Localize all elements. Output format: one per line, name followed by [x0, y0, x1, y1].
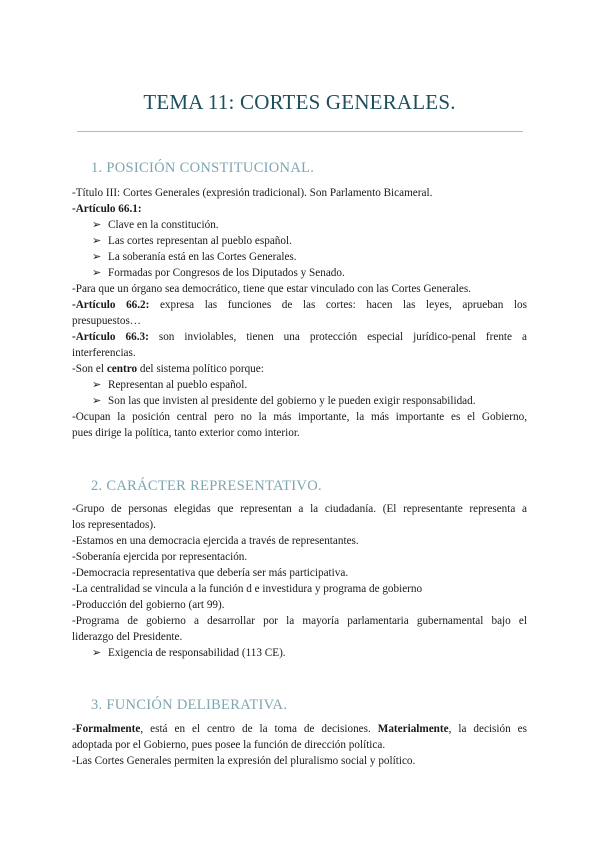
article-text: son inviolables, tienen una protección especial jurídico-penal frente a [148, 331, 527, 343]
s2-paragraph-6: -Producción del gobierno (art 99). [72, 599, 225, 611]
text: , está en el centro de la toma de decisiones. [140, 723, 378, 735]
arrow-bullet-icon: ➢ [92, 267, 102, 279]
text: del sistema político porque: [137, 363, 264, 375]
s2-paragraph-4: -Democracia representativa que debería ser más participativa. [72, 567, 349, 579]
s3-paragraph-1-line-1 [72, 722, 527, 738]
arrow-bullet-icon: ➢ [92, 379, 102, 391]
s1-article-66-2-line-2: presupuestos… [72, 315, 141, 327]
list-item-text: La soberanía está en las Cortes Generales. [108, 251, 297, 263]
s3-paragraph-2: -Las Cortes Generales permiten la expresión del pluralismo social y político. [72, 755, 416, 767]
text: -Son el [72, 363, 107, 375]
article-label: -Artículo 66.3: [72, 331, 149, 343]
s1-article-66-3-line-1 [72, 330, 527, 346]
text: , la decisión es [448, 723, 527, 735]
s2-paragraph-7-line-2: liderazgo del Presidente. [72, 631, 183, 643]
arrow-bullet-icon: ➢ [92, 219, 102, 231]
section-heading-1: 1. POSICIÓN CONSTITUCIONAL. [91, 160, 315, 176]
s1-article-66-3-line-2: interferencias. [72, 347, 136, 359]
list-item-text: Son las que invisten al presidente del gobierno y le pueden exigir responsabilidad. [108, 395, 476, 407]
article-label: -Artículo 66.1: [72, 203, 142, 215]
s1-list-item [92, 218, 219, 234]
article-label: -Artículo 66.2: [72, 299, 150, 311]
bold-text: Materialmente [377, 723, 449, 735]
arrow-bullet-icon: ➢ [92, 235, 102, 247]
s2-paragraph-7-line-1: -Programa de gobierno a desarrollar por la mayoría parlamentaria gubernamental bajo el [72, 615, 527, 627]
s1-list-item [92, 266, 345, 282]
s1-list-item [92, 378, 247, 394]
s2-paragraph-3: -Soberanía ejercida por representación. [72, 551, 248, 563]
s2-paragraph-1-line-1: -Grupo de personas elegidas que representan a la ciudadanía. (El representante representa a [72, 503, 527, 515]
arrow-bullet-icon: ➢ [92, 395, 102, 407]
s1-list-item [92, 234, 292, 250]
s1-paragraph-2: -Para que un órgano sea democrático, tiene que estar vinculado con las Cortes Generales. [72, 283, 471, 295]
bold-text: Formalmente [75, 723, 141, 735]
section-heading-3: 3. FUNCIÓN DELIBERATIVA. [91, 697, 288, 713]
page-title: TEMA 11: CORTES GENERALES. [143, 90, 456, 114]
list-item-text: Representan al pueblo español. [108, 379, 248, 391]
s1-centro-line [72, 362, 527, 378]
s1-article-66-1 [72, 202, 527, 218]
bold-text: centro [106, 363, 138, 375]
s1-article-66-2-line-1 [72, 298, 527, 314]
s1-list-item [92, 250, 297, 266]
arrow-bullet-icon: ➢ [92, 647, 102, 659]
list-item-text: Clave en la constitución. [108, 219, 219, 231]
text: - [72, 723, 76, 735]
title-divider [77, 131, 523, 132]
s2-paragraph-1-line-2: los representados). [72, 519, 156, 531]
list-item-text: Exigencia de responsabilidad (113 CE). [108, 647, 286, 659]
arrow-bullet-icon: ➢ [92, 251, 102, 263]
list-item-text: Las cortes representan al pueblo español. [108, 235, 292, 247]
section-heading-2: 2. CARÁCTER REPRESENTATIVO. [91, 478, 322, 494]
s2-list-item [92, 646, 286, 662]
s1-list-item [92, 394, 476, 410]
s1-paragraph-3-line-1: -Ocupan la posición central pero no la más importante, la más importante es el Gobierno, [72, 411, 527, 423]
article-text: expresa las funciones de las cortes: hacen las leyes, aprueban los [149, 299, 527, 311]
s2-paragraph-5: -La centralidad se vincula a la función d e investidura y programa de gobierno [72, 583, 423, 595]
s1-paragraph-3-line-2: pues dirige la política, tanto exterior como interior. [72, 427, 300, 439]
list-item-text: Formadas por Congresos de los Diputados y Senado. [108, 267, 345, 279]
s3-paragraph-1-line-2: adoptada por el Gobierno, pues posee la función de dirección política. [72, 739, 386, 751]
s2-paragraph-2: -Estamos en una democracia ejercida a través de representantes. [72, 535, 359, 547]
s1-paragraph-1: -Título III: Cortes Generales (expresión tradicional). Son Parlamento Bicameral. [72, 187, 433, 199]
